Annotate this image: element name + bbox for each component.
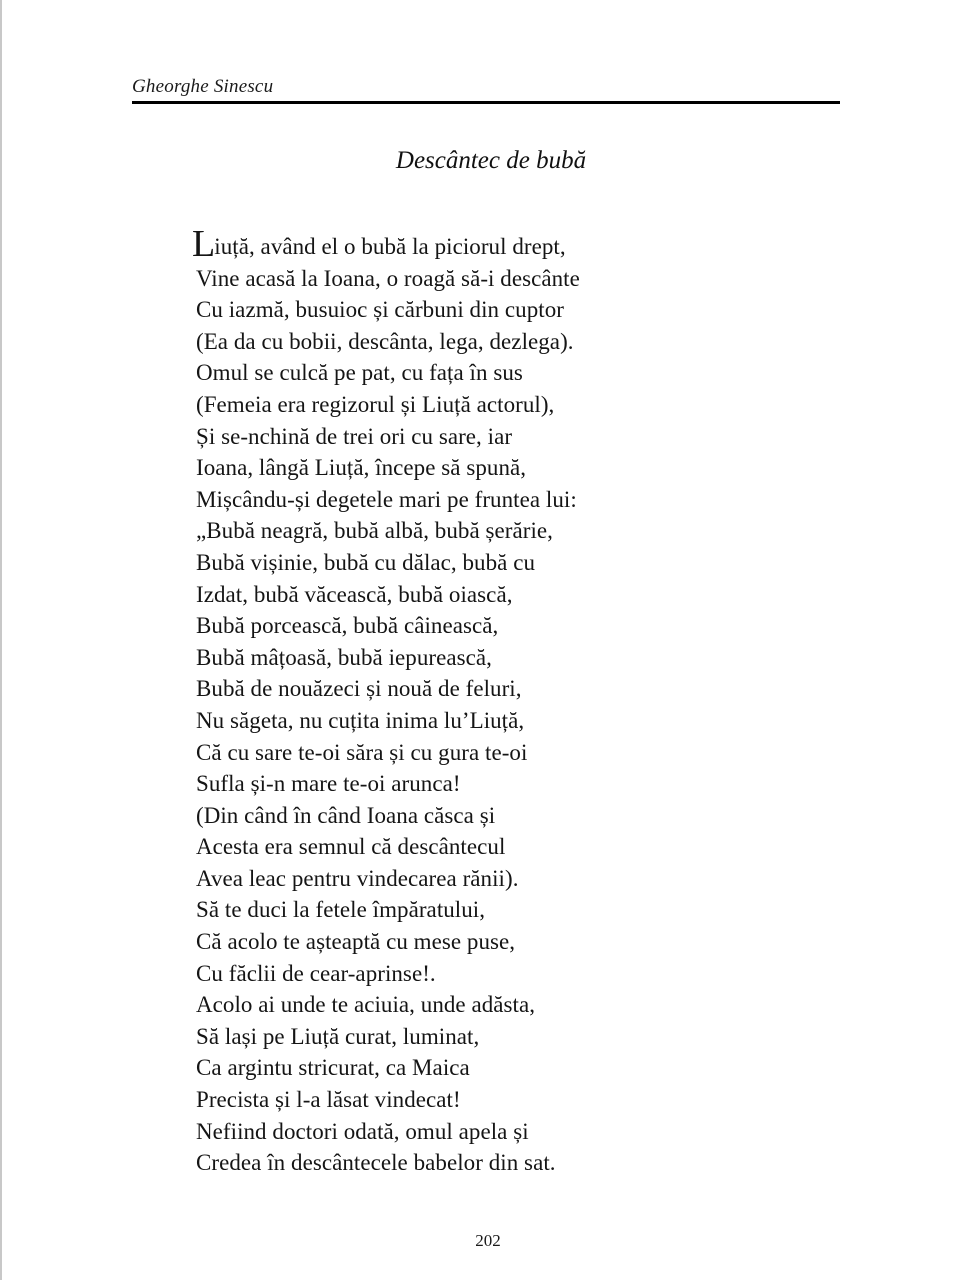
verse-line: Nefiind doctori odată, omul apela și xyxy=(196,1118,529,1144)
verse-line: Cu făclii de cear-aprinse!. xyxy=(196,960,436,986)
verse-line: Acolo ai unde te aciuia, unde adăsta, xyxy=(196,992,536,1018)
verse-line: (Femeia era regizorul și Liuță actorul), xyxy=(196,391,555,417)
verse-line: Avea leac pentru vindecarea rănii). xyxy=(196,865,519,891)
poem-title: Descântec de bubă xyxy=(395,147,587,174)
verse-line: Omul se culcă pe pat, cu fața în sus xyxy=(196,360,523,386)
header-author-name: Gheorghe Sinescu xyxy=(132,76,274,97)
verse-line: Acesta era semnul că descântecul xyxy=(196,834,506,860)
page-number: 202 xyxy=(475,1231,501,1250)
verse-line: Cu iazmă, busuioc și cărbuni din cuptor xyxy=(196,297,564,323)
header-divider-rule xyxy=(132,101,840,104)
verse-line: Și se-nchină de trei ori cu sare, iar xyxy=(196,423,513,449)
verse-line: Precista și l-a lăsat vindecat! xyxy=(196,1087,461,1113)
poem-verse-block xyxy=(192,223,836,1179)
verse-line-text: iuță, având el o bubă la piciorul drept, xyxy=(214,234,566,259)
verse-line: Ca argintu stricurat, ca Maica xyxy=(196,1055,470,1081)
verse-line: Bubă porcească, bubă câinească, xyxy=(196,613,499,639)
verse-line: Sufla și-n mare te-oi arunca! xyxy=(196,771,461,797)
verse-line: Mișcându-și degetele mari pe fruntea lui: xyxy=(196,486,577,512)
initial-capital-letter: L xyxy=(192,223,216,265)
verse-line xyxy=(192,223,836,265)
verse-line: Să te duci la fetele împăratului, xyxy=(196,897,486,923)
verse-line: Bubă vișinie, bubă cu dălac, bubă cu xyxy=(196,549,536,575)
verse-line: Bubă de nouăzeci și nouă de feluri, xyxy=(196,676,522,702)
verse-line: Izdat, bubă văcească, bubă oiască, xyxy=(196,581,513,607)
verse-line: Să lași pe Liuță curat, luminat, xyxy=(196,1023,480,1049)
verse-line: Că cu sare te-oi săra și cu gura te-oi xyxy=(196,739,528,765)
running-header xyxy=(132,76,840,104)
verse-line: Nu săgeta, nu cuțita inima lu’Liuță, xyxy=(196,707,525,733)
verse-line: Că acolo te așteaptă cu mese puse, xyxy=(196,929,516,955)
verse-line: Credea în descântecele babelor din sat. xyxy=(196,1150,556,1176)
verse-line: Ioana, lângă Liuță, începe să spună, xyxy=(196,455,527,481)
verse-line: Vine acasă la Ioana, o roagă să-i descânte xyxy=(196,265,580,291)
verse-line: „Bubă neagră, bubă albă, bubă șerărie, xyxy=(196,518,553,544)
verse-line: (Din când în când Ioana căsca și xyxy=(196,802,496,828)
verse-line: (Ea da cu bobii, descânta, lega, dezlega). xyxy=(196,328,574,354)
verse-line: Bubă mâțoasă, bubă iepurească, xyxy=(196,644,492,670)
